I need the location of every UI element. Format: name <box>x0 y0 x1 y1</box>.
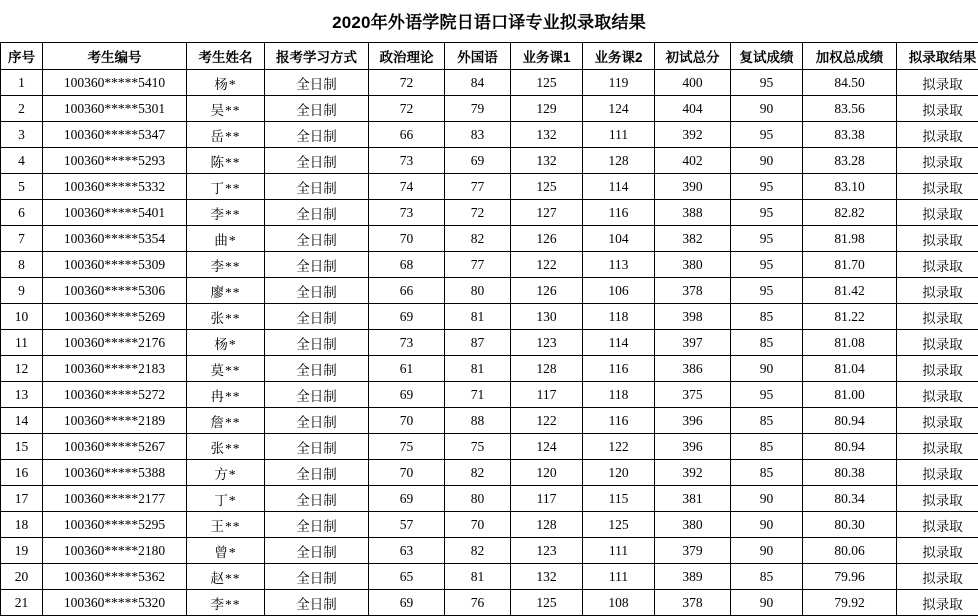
cell-r20-c4: 69 <box>369 590 445 616</box>
cell-r5-c4: 73 <box>369 200 445 226</box>
table-row <box>1 512 978 538</box>
cell-r11-c11: 拟录取 <box>897 356 978 382</box>
cell-r17-c10: 80.30 <box>803 512 897 538</box>
cell-r5-c2: 李** <box>187 200 265 226</box>
table-row <box>1 356 978 382</box>
cell-r11-c0: 12 <box>1 356 43 382</box>
cell-r1-c8: 404 <box>655 96 731 122</box>
cell-r7-c7: 113 <box>583 252 655 278</box>
cell-r2-c11: 拟录取 <box>897 122 978 148</box>
cell-r14-c1: 100360*****5267 <box>43 434 187 460</box>
cell-r15-c1: 100360*****5388 <box>43 460 187 486</box>
cell-r19-c0: 20 <box>1 564 43 590</box>
cell-r1-c7: 124 <box>583 96 655 122</box>
table-row <box>1 96 978 122</box>
cell-r19-c4: 65 <box>369 564 445 590</box>
cell-r13-c6: 122 <box>511 408 583 434</box>
cell-r9-c2: 张** <box>187 304 265 330</box>
cell-r7-c0: 8 <box>1 252 43 278</box>
column-header-0: 序号 <box>1 43 43 70</box>
table-row <box>1 226 978 252</box>
cell-r12-c2: 冉** <box>187 382 265 408</box>
cell-r19-c9: 85 <box>731 564 803 590</box>
cell-r13-c4: 70 <box>369 408 445 434</box>
cell-r3-c2: 陈** <box>187 148 265 174</box>
cell-r5-c0: 6 <box>1 200 43 226</box>
table-row <box>1 408 978 434</box>
cell-r9-c3: 全日制 <box>265 304 369 330</box>
cell-r9-c5: 81 <box>445 304 511 330</box>
cell-r0-c11: 拟录取 <box>897 70 978 96</box>
cell-r16-c8: 381 <box>655 486 731 512</box>
cell-r13-c0: 14 <box>1 408 43 434</box>
cell-r16-c6: 117 <box>511 486 583 512</box>
cell-r6-c5: 82 <box>445 226 511 252</box>
cell-r16-c4: 69 <box>369 486 445 512</box>
cell-r1-c3: 全日制 <box>265 96 369 122</box>
cell-r9-c8: 398 <box>655 304 731 330</box>
cell-r11-c8: 386 <box>655 356 731 382</box>
column-header-8: 初试总分 <box>655 43 731 70</box>
cell-r10-c3: 全日制 <box>265 330 369 356</box>
cell-r2-c3: 全日制 <box>265 122 369 148</box>
cell-r20-c8: 378 <box>655 590 731 616</box>
cell-r0-c1: 100360*****5410 <box>43 70 187 96</box>
cell-r15-c0: 16 <box>1 460 43 486</box>
cell-r0-c4: 72 <box>369 70 445 96</box>
cell-r5-c1: 100360*****5401 <box>43 200 187 226</box>
cell-r15-c2: 方* <box>187 460 265 486</box>
table-row <box>1 382 978 408</box>
cell-r17-c5: 70 <box>445 512 511 538</box>
cell-r2-c8: 392 <box>655 122 731 148</box>
cell-r15-c4: 70 <box>369 460 445 486</box>
cell-r19-c10: 79.96 <box>803 564 897 590</box>
cell-r4-c6: 125 <box>511 174 583 200</box>
cell-r9-c9: 85 <box>731 304 803 330</box>
cell-r8-c0: 9 <box>1 278 43 304</box>
cell-r15-c6: 120 <box>511 460 583 486</box>
cell-r17-c8: 380 <box>655 512 731 538</box>
cell-r5-c8: 388 <box>655 200 731 226</box>
cell-r0-c2: 杨* <box>187 70 265 96</box>
table-row <box>1 330 978 356</box>
cell-r14-c3: 全日制 <box>265 434 369 460</box>
column-header-1: 考生编号 <box>43 43 187 70</box>
cell-r14-c9: 85 <box>731 434 803 460</box>
cell-r4-c11: 拟录取 <box>897 174 978 200</box>
cell-r3-c5: 69 <box>445 148 511 174</box>
cell-r0-c6: 125 <box>511 70 583 96</box>
cell-r19-c1: 100360*****5362 <box>43 564 187 590</box>
cell-r12-c10: 81.00 <box>803 382 897 408</box>
column-header-6: 业务课1 <box>511 43 583 70</box>
cell-r12-c1: 100360*****5272 <box>43 382 187 408</box>
cell-r10-c5: 87 <box>445 330 511 356</box>
cell-r13-c2: 詹** <box>187 408 265 434</box>
cell-r14-c8: 396 <box>655 434 731 460</box>
cell-r1-c6: 129 <box>511 96 583 122</box>
cell-r13-c1: 100360*****2189 <box>43 408 187 434</box>
column-header-7: 业务课2 <box>583 43 655 70</box>
column-header-10: 加权总成绩 <box>803 43 897 70</box>
cell-r6-c0: 7 <box>1 226 43 252</box>
cell-r5-c11: 拟录取 <box>897 200 978 226</box>
cell-r17-c6: 128 <box>511 512 583 538</box>
cell-r6-c9: 95 <box>731 226 803 252</box>
cell-r7-c4: 68 <box>369 252 445 278</box>
cell-r8-c6: 126 <box>511 278 583 304</box>
cell-r3-c10: 83.28 <box>803 148 897 174</box>
cell-r12-c8: 375 <box>655 382 731 408</box>
cell-r5-c5: 72 <box>445 200 511 226</box>
cell-r4-c8: 390 <box>655 174 731 200</box>
cell-r3-c1: 100360*****5293 <box>43 148 187 174</box>
cell-r1-c11: 拟录取 <box>897 96 978 122</box>
cell-r10-c10: 81.08 <box>803 330 897 356</box>
cell-r1-c9: 90 <box>731 96 803 122</box>
cell-r20-c3: 全日制 <box>265 590 369 616</box>
cell-r11-c3: 全日制 <box>265 356 369 382</box>
cell-r19-c7: 111 <box>583 564 655 590</box>
cell-r6-c8: 382 <box>655 226 731 252</box>
cell-r15-c5: 82 <box>445 460 511 486</box>
cell-r11-c2: 莫** <box>187 356 265 382</box>
cell-r18-c8: 379 <box>655 538 731 564</box>
cell-r14-c11: 拟录取 <box>897 434 978 460</box>
cell-r4-c3: 全日制 <box>265 174 369 200</box>
cell-r6-c2: 曲* <box>187 226 265 252</box>
cell-r15-c9: 85 <box>731 460 803 486</box>
cell-r7-c2: 李** <box>187 252 265 278</box>
cell-r7-c1: 100360*****5309 <box>43 252 187 278</box>
cell-r16-c1: 100360*****2177 <box>43 486 187 512</box>
cell-r9-c7: 118 <box>583 304 655 330</box>
cell-r10-c1: 100360*****2176 <box>43 330 187 356</box>
cell-r9-c10: 81.22 <box>803 304 897 330</box>
cell-r18-c10: 80.06 <box>803 538 897 564</box>
cell-r16-c5: 80 <box>445 486 511 512</box>
cell-r10-c11: 拟录取 <box>897 330 978 356</box>
cell-r9-c4: 69 <box>369 304 445 330</box>
cell-r6-c11: 拟录取 <box>897 226 978 252</box>
cell-r3-c3: 全日制 <box>265 148 369 174</box>
cell-r0-c10: 84.50 <box>803 70 897 96</box>
cell-r12-c9: 95 <box>731 382 803 408</box>
table-row <box>1 304 978 330</box>
table-row <box>1 70 978 96</box>
cell-r7-c11: 拟录取 <box>897 252 978 278</box>
cell-r4-c9: 95 <box>731 174 803 200</box>
cell-r16-c10: 80.34 <box>803 486 897 512</box>
cell-r18-c7: 111 <box>583 538 655 564</box>
cell-r11-c10: 81.04 <box>803 356 897 382</box>
cell-r15-c10: 80.38 <box>803 460 897 486</box>
cell-r5-c10: 82.82 <box>803 200 897 226</box>
cell-r18-c1: 100360*****2180 <box>43 538 187 564</box>
cell-r6-c1: 100360*****5354 <box>43 226 187 252</box>
cell-r4-c10: 83.10 <box>803 174 897 200</box>
table-row <box>1 564 978 590</box>
cell-r5-c9: 95 <box>731 200 803 226</box>
cell-r0-c8: 400 <box>655 70 731 96</box>
cell-r20-c6: 125 <box>511 590 583 616</box>
cell-r17-c1: 100360*****5295 <box>43 512 187 538</box>
cell-r14-c4: 75 <box>369 434 445 460</box>
table-row <box>1 538 978 564</box>
cell-r4-c1: 100360*****5332 <box>43 174 187 200</box>
cell-r13-c7: 116 <box>583 408 655 434</box>
cell-r10-c0: 11 <box>1 330 43 356</box>
cell-r14-c7: 122 <box>583 434 655 460</box>
column-header-4: 政治理论 <box>369 43 445 70</box>
cell-r16-c7: 115 <box>583 486 655 512</box>
cell-r6-c7: 104 <box>583 226 655 252</box>
cell-r17-c4: 57 <box>369 512 445 538</box>
cell-r3-c6: 132 <box>511 148 583 174</box>
cell-r13-c3: 全日制 <box>265 408 369 434</box>
cell-r8-c1: 100360*****5306 <box>43 278 187 304</box>
cell-r18-c11: 拟录取 <box>897 538 978 564</box>
cell-r19-c5: 81 <box>445 564 511 590</box>
cell-r14-c6: 124 <box>511 434 583 460</box>
cell-r14-c2: 张** <box>187 434 265 460</box>
cell-r7-c9: 95 <box>731 252 803 278</box>
cell-r2-c5: 83 <box>445 122 511 148</box>
cell-r11-c6: 128 <box>511 356 583 382</box>
cell-r13-c11: 拟录取 <box>897 408 978 434</box>
cell-r15-c7: 120 <box>583 460 655 486</box>
cell-r17-c0: 18 <box>1 512 43 538</box>
cell-r10-c4: 73 <box>369 330 445 356</box>
cell-r1-c10: 83.56 <box>803 96 897 122</box>
cell-r17-c7: 125 <box>583 512 655 538</box>
cell-r8-c5: 80 <box>445 278 511 304</box>
cell-r3-c0: 4 <box>1 148 43 174</box>
cell-r18-c3: 全日制 <box>265 538 369 564</box>
cell-r20-c9: 90 <box>731 590 803 616</box>
table-row <box>1 434 978 460</box>
cell-r2-c0: 3 <box>1 122 43 148</box>
cell-r20-c11: 拟录取 <box>897 590 978 616</box>
cell-r18-c4: 63 <box>369 538 445 564</box>
cell-r5-c3: 全日制 <box>265 200 369 226</box>
cell-r6-c4: 70 <box>369 226 445 252</box>
table-body <box>1 70 978 616</box>
table-row <box>1 252 978 278</box>
cell-r0-c0: 1 <box>1 70 43 96</box>
cell-r2-c9: 95 <box>731 122 803 148</box>
cell-r14-c0: 15 <box>1 434 43 460</box>
table-row <box>1 486 978 512</box>
cell-r19-c11: 拟录取 <box>897 564 978 590</box>
cell-r8-c10: 81.42 <box>803 278 897 304</box>
cell-r12-c3: 全日制 <box>265 382 369 408</box>
cell-r9-c1: 100360*****5269 <box>43 304 187 330</box>
cell-r2-c1: 100360*****5347 <box>43 122 187 148</box>
cell-r20-c7: 108 <box>583 590 655 616</box>
cell-r4-c7: 114 <box>583 174 655 200</box>
cell-r10-c8: 397 <box>655 330 731 356</box>
cell-r4-c4: 74 <box>369 174 445 200</box>
cell-r12-c0: 13 <box>1 382 43 408</box>
cell-r7-c10: 81.70 <box>803 252 897 278</box>
cell-r8-c3: 全日制 <box>265 278 369 304</box>
table-row <box>1 122 978 148</box>
table-row <box>1 590 978 616</box>
cell-r19-c8: 389 <box>655 564 731 590</box>
cell-r0-c9: 95 <box>731 70 803 96</box>
cell-r13-c9: 85 <box>731 408 803 434</box>
cell-r4-c0: 5 <box>1 174 43 200</box>
table-row <box>1 174 978 200</box>
cell-r3-c11: 拟录取 <box>897 148 978 174</box>
cell-r11-c5: 81 <box>445 356 511 382</box>
cell-r10-c7: 114 <box>583 330 655 356</box>
table-row <box>1 148 978 174</box>
cell-r8-c8: 378 <box>655 278 731 304</box>
table-row <box>1 460 978 486</box>
cell-r8-c4: 66 <box>369 278 445 304</box>
cell-r3-c9: 90 <box>731 148 803 174</box>
column-header-2: 考生姓名 <box>187 43 265 70</box>
column-header-11: 拟录取结果 <box>897 43 978 70</box>
cell-r13-c10: 80.94 <box>803 408 897 434</box>
cell-r5-c7: 116 <box>583 200 655 226</box>
cell-r17-c2: 王** <box>187 512 265 538</box>
cell-r16-c3: 全日制 <box>265 486 369 512</box>
cell-r18-c6: 123 <box>511 538 583 564</box>
cell-r18-c0: 19 <box>1 538 43 564</box>
cell-r14-c10: 80.94 <box>803 434 897 460</box>
cell-r8-c9: 95 <box>731 278 803 304</box>
cell-r0-c7: 119 <box>583 70 655 96</box>
cell-r15-c11: 拟录取 <box>897 460 978 486</box>
cell-r18-c9: 90 <box>731 538 803 564</box>
cell-r9-c6: 130 <box>511 304 583 330</box>
cell-r9-c11: 拟录取 <box>897 304 978 330</box>
cell-r11-c1: 100360*****2183 <box>43 356 187 382</box>
cell-r3-c4: 73 <box>369 148 445 174</box>
column-header-3: 报考学习方式 <box>265 43 369 70</box>
table-row <box>1 200 978 226</box>
cell-r5-c6: 127 <box>511 200 583 226</box>
cell-r17-c9: 90 <box>731 512 803 538</box>
cell-r3-c8: 402 <box>655 148 731 174</box>
cell-r16-c0: 17 <box>1 486 43 512</box>
cell-r13-c5: 88 <box>445 408 511 434</box>
table-header-row <box>1 43 978 70</box>
cell-r7-c6: 122 <box>511 252 583 278</box>
cell-r16-c2: 丁* <box>187 486 265 512</box>
cell-r11-c4: 61 <box>369 356 445 382</box>
cell-r1-c4: 72 <box>369 96 445 122</box>
cell-r10-c2: 杨* <box>187 330 265 356</box>
column-header-5: 外国语 <box>445 43 511 70</box>
cell-r18-c5: 82 <box>445 538 511 564</box>
cell-r20-c2: 李** <box>187 590 265 616</box>
table-header <box>1 43 978 70</box>
cell-r10-c9: 85 <box>731 330 803 356</box>
cell-r1-c5: 79 <box>445 96 511 122</box>
cell-r8-c11: 拟录取 <box>897 278 978 304</box>
cell-r4-c5: 77 <box>445 174 511 200</box>
cell-r19-c6: 132 <box>511 564 583 590</box>
cell-r6-c6: 126 <box>511 226 583 252</box>
cell-r20-c5: 76 <box>445 590 511 616</box>
cell-r16-c11: 拟录取 <box>897 486 978 512</box>
cell-r4-c2: 丁** <box>187 174 265 200</box>
cell-r2-c10: 83.38 <box>803 122 897 148</box>
cell-r2-c4: 66 <box>369 122 445 148</box>
cell-r11-c9: 90 <box>731 356 803 382</box>
cell-r15-c8: 392 <box>655 460 731 486</box>
cell-r18-c2: 曾* <box>187 538 265 564</box>
cell-r17-c11: 拟录取 <box>897 512 978 538</box>
cell-r20-c0: 21 <box>1 590 43 616</box>
cell-r1-c1: 100360*****5301 <box>43 96 187 122</box>
cell-r2-c2: 岳** <box>187 122 265 148</box>
cell-r16-c9: 90 <box>731 486 803 512</box>
column-header-9: 复试成绩 <box>731 43 803 70</box>
cell-r9-c0: 10 <box>1 304 43 330</box>
cell-r0-c5: 84 <box>445 70 511 96</box>
cell-r19-c3: 全日制 <box>265 564 369 590</box>
cell-r6-c3: 全日制 <box>265 226 369 252</box>
cell-r2-c6: 132 <box>511 122 583 148</box>
cell-r12-c5: 71 <box>445 382 511 408</box>
cell-r11-c7: 116 <box>583 356 655 382</box>
cell-r17-c3: 全日制 <box>265 512 369 538</box>
cell-r12-c7: 118 <box>583 382 655 408</box>
cell-r7-c8: 380 <box>655 252 731 278</box>
cell-r7-c3: 全日制 <box>265 252 369 278</box>
cell-r8-c2: 廖** <box>187 278 265 304</box>
cell-r19-c2: 赵** <box>187 564 265 590</box>
cell-r12-c4: 69 <box>369 382 445 408</box>
cell-r3-c7: 128 <box>583 148 655 174</box>
cell-r20-c1: 100360*****5320 <box>43 590 187 616</box>
cell-r10-c6: 123 <box>511 330 583 356</box>
cell-r6-c10: 81.98 <box>803 226 897 252</box>
admission-results-table <box>0 42 978 616</box>
cell-r12-c6: 117 <box>511 382 583 408</box>
cell-r2-c7: 111 <box>583 122 655 148</box>
table-row <box>1 278 978 304</box>
cell-r7-c5: 77 <box>445 252 511 278</box>
cell-r13-c8: 396 <box>655 408 731 434</box>
cell-r14-c5: 75 <box>445 434 511 460</box>
cell-r1-c2: 吴** <box>187 96 265 122</box>
cell-r0-c3: 全日制 <box>265 70 369 96</box>
cell-r20-c10: 79.92 <box>803 590 897 616</box>
cell-r1-c0: 2 <box>1 96 43 122</box>
cell-r8-c7: 106 <box>583 278 655 304</box>
page-title: 2020年外语学院日语口译专业拟录取结果 <box>0 0 978 42</box>
cell-r12-c11: 拟录取 <box>897 382 978 408</box>
cell-r15-c3: 全日制 <box>265 460 369 486</box>
